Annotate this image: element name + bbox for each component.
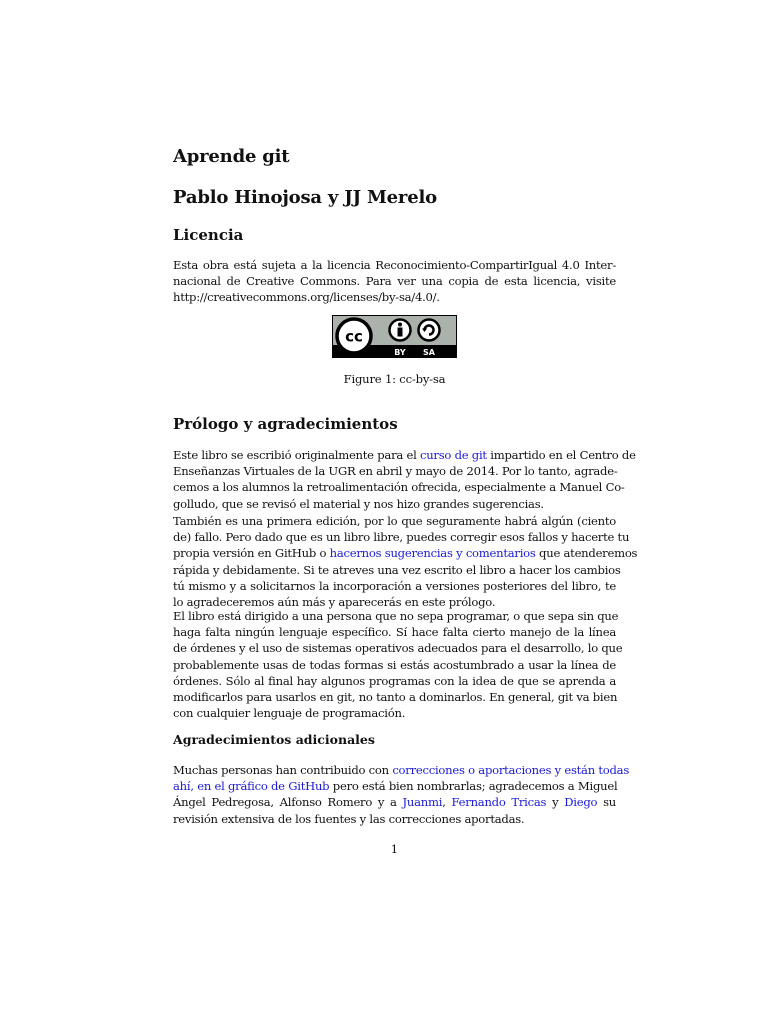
correcciones-link[interactable]: correcciones o aportaciones y están todas [392, 763, 630, 777]
paragraph-line: Ángel Pedregosa, Alfonso Romero y a Juanmi, Fernando Tricas y Diego su [173, 795, 616, 810]
section-heading-licencia: Licencia [173, 226, 244, 244]
subsection-heading-agradecimientos: Agradecimientos adicionales [173, 732, 375, 747]
share-alike-icon [419, 320, 440, 341]
paragraph-line: http://creativecommons.org/licenses/by-sa/4.0/. [173, 290, 440, 305]
paragraph-line: tú mismo y a solicitarnos la incorporación a versiones posteriores del libro, te [173, 578, 616, 593]
cc-icon [337, 319, 371, 353]
fernando-tricas-link[interactable]: Fernando Tricas [451, 795, 547, 810]
paragraph-line: ahí, en el gráfico de GitHub pero está bien nombrarlas; agradecemos a Miguel [173, 779, 618, 794]
paragraph-line: modificarlos para usarlos en git, no tanto a dominarlos. En general, git va bien [173, 690, 618, 705]
paragraph-line: También es una primera edición, por lo que seguramente habrá algún (ciento [173, 514, 616, 528]
juanmi-link[interactable]: Juanmi [402, 795, 443, 810]
page-number: 1 [390, 842, 399, 856]
paragraph-line: El libro está dirigido a una persona que no sepa programar, o que sepa sin que [173, 609, 619, 623]
licencia-paragraph [173, 257, 616, 306]
prologo-paragraph-1 [173, 447, 636, 512]
paragraph-line: con cualquier lenguaje de programación. [173, 706, 406, 721]
paragraph-line: revisión extensiva de los fuentes y las correcciones aportadas. [173, 811, 525, 826]
paragraph-line: golludo, que se revisó el material y nos hizo grandes sugerencias. [173, 496, 544, 511]
paragraph-line: Esta obra está sujeta a la licencia Reconocimiento-CompartirIgual 4.0 Inter- [173, 258, 616, 272]
prologo-paragraph-2 [173, 513, 638, 610]
section-heading-prologo: Prólogo y agradecimientos [173, 415, 398, 433]
sugerencias-link[interactable]: hacernos sugerencias y comentarios [329, 546, 536, 561]
badge-by-label: BY [394, 348, 406, 357]
paragraph-line: órdenes. Sólo al final hay algunos programas con la idea de que se aprenda a [173, 673, 616, 688]
paragraph-line: nacional de Creative Commons. Para ver una copia de esta licencia, visite [173, 274, 616, 289]
paragraph-line: Enseñanzas Virtuales de la UGR en abril y mayo de 2014. Por lo tanto, agrade- [173, 464, 618, 479]
paragraph-line: cemos a los alumnos la retroalimentación ofrecida, especialmente a Manuel Co- [173, 480, 625, 495]
diego-link[interactable]: Diego [564, 795, 598, 810]
paragraph-line: Este libro se escribió originalmente para el curso de git impartido en el Centro de [173, 448, 636, 462]
document-authors: Pablo Hinojosa y JJ Merelo [173, 187, 437, 208]
paragraph-line: propia versión en GitHub o hacernos sugerencias y comentarios que atenderemos [173, 546, 638, 561]
paragraph-line: de) fallo. Pero dado que es un libro libre, puedes corregir esos fallos y hacerte tu [173, 530, 630, 545]
paragraph-line: de órdenes y el uso de sistemas operativos adecuados para el desarrollo, lo que [173, 641, 623, 656]
prologo-paragraph-3 [173, 608, 623, 721]
github-graph-link[interactable]: ahí, en el gráfico de GitHub [173, 779, 330, 794]
curso-de-git-link[interactable]: curso de git [419, 448, 487, 462]
cc-by-sa-badge [332, 315, 457, 358]
badge-sa-label: SA [423, 348, 435, 357]
figure-caption: Figure 1: cc-by-sa [343, 372, 446, 386]
paragraph-line: probablemente usas de todas formas si estás acostumbrado a usar la línea de [173, 657, 616, 672]
svg-text:cc: cc [345, 327, 363, 346]
agradecimientos-paragraph [173, 762, 630, 827]
paragraph-line: lo agradeceremos aún más y aparecerás en este prólogo. [173, 595, 496, 610]
attribution-icon [390, 320, 411, 341]
paragraph-line: rápida y debidamente. Si te atreves una vez escrito el libro a hacer los cambios [173, 562, 621, 577]
paragraph-line: Muchas personas han contribuido con correcciones o aportaciones y están todas [173, 763, 630, 777]
paragraph-line: haga falta ningún lenguaje específico. Sí hace falta cierto manejo de la línea [173, 625, 616, 640]
document-title: Aprende git [173, 146, 290, 167]
